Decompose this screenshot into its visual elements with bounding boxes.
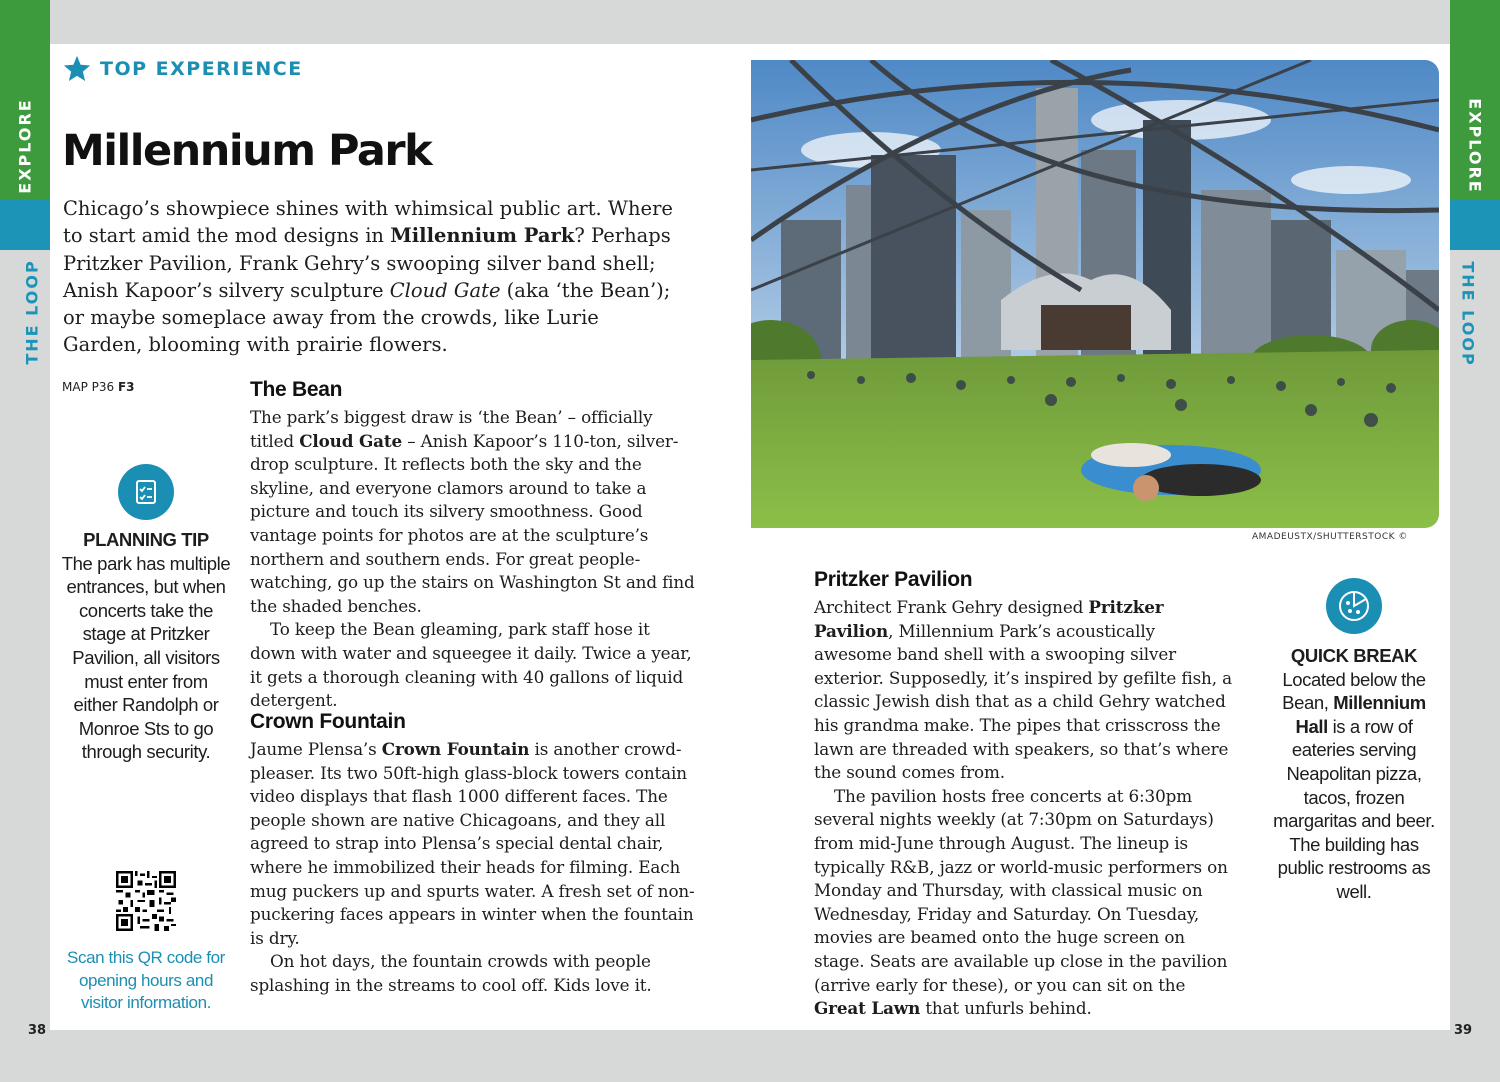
tab-explore-left[interactable] [0, 0, 50, 200]
intro-paragraph: Chicago’s showpiece shines with whimsical public art. Where to start amid the mod designs in Millennium Park? Perhaps Pritzker Pavilion, Frank Gehry’s swooping silver band shell; Anish Kapoor’s silvery sculpture Cloud Gate (aka ‘the Bean’); or maybe someplace away from the crowds, like Lurie Garden, blooming with prairie flowers. [63, 197, 673, 357]
checklist-icon [118, 464, 174, 520]
planning-tip-title: PLANNING TIP [83, 529, 209, 550]
section-pritzker-pavilion [814, 568, 1234, 1021]
qr-caption: Scan this QR code for opening hours and visitor information. [67, 948, 225, 1012]
star-icon [62, 54, 92, 84]
section-heading-pritzker-pavilion: Pritzker Pavilion [814, 568, 973, 591]
section-heading-crown-fountain: Crown Fountain [250, 710, 406, 733]
tab-explore-label-right: EXPLORE [1465, 98, 1485, 194]
fountain-paragraph-2: On hot days, the fountain crowds with people splashing in the streams to cool off. Kids love it. [250, 951, 652, 995]
tab-explore-label: EXPLORE [15, 98, 35, 194]
page-title: Millennium Park [62, 126, 432, 176]
quick-break-tip: QUICK BREAK Located below the Bean, Millennium Hall is a row of eateries serving Neapolitan pizza, tacos, frozen margaritas and beer. The building has public restrooms as well. [1269, 644, 1439, 904]
top-experience-text: TOP EXPERIENCE [100, 58, 303, 80]
qr-code-icon[interactable] [116, 871, 176, 931]
tab-loop-right-band [1450, 200, 1500, 250]
planning-tip [61, 528, 231, 764]
tab-loop-label-right[interactable]: THE LOOP [1458, 261, 1478, 367]
section-heading-the-bean: The Bean [250, 378, 343, 401]
pritzker-paragraph-1: Architect Frank Gehry designed Pritzker Pavilion, Millennium Park’s acoustically awesome band shell with a swooping silver exterior. Supposedly, it’s inspired by gefilte fish, a classic Jewish dish that as a child Gehry watched his grandma make. The pipes that crisscross the lawn are threaded with speakers, so that’s where the sound comes from. [814, 597, 1232, 783]
top-experience-label [62, 54, 303, 84]
page-number-left: 38 [28, 1023, 47, 1038]
photo-credit: AMADEUSTX/SHUTTERSTOCK © [1252, 532, 1408, 542]
intro-bold-park: Millennium Park [390, 224, 575, 248]
quick-break-title: QUICK BREAK [1290, 645, 1418, 666]
bean-paragraph-1: The park’s biggest draw is ‘the Bean’ – officially titled Cloud Gate – Anish Kapoor’s 110-ton, silver-drop sculpture. It reflects both the sky and the skyline, and everyone clamors around to take a picture and touch its silvery smoothness. Good vantage points for photos are at the sculpture’s northern and southern ends. For great people-watching, go up the stairs on Washington St and find the shaded benches. [250, 407, 695, 616]
tab-explore-right[interactable] [1450, 0, 1500, 200]
section-crown-fountain [250, 710, 696, 998]
tab-loop-left-band [0, 200, 50, 250]
planning-tip-body: The park has multiple entrances, but when concerts take the stage at Pritzker Pavilion, all visitors must enter from either Randolph or Monroe Sts to go through security. [61, 552, 231, 763]
pritzker-pavilion-photo [751, 60, 1439, 528]
intro-italic-cloud-gate: Cloud Gate [389, 278, 501, 302]
map-reference[interactable]: MAP P36 F3 [62, 380, 135, 394]
section-the-bean [250, 378, 696, 713]
page-number-right: 39 [1454, 1023, 1473, 1038]
bean-paragraph-2: To keep the Bean gleaming, park staff hose it down with water and squeegee it daily. Twice a year, it gets a thorough cleaning with 40 gallons of liquid detergent. [250, 619, 692, 711]
quick-break-bold-hall: Millennium Hall [1295, 692, 1426, 737]
pritzker-paragraph-2: The pavilion hosts free concerts at 6:30pm several nights weekly (at 7:30pm on Saturdays) from mid-June through August. The lineup is typically R&B, jazz or world-music performers on Monday and Thursday, with classical music on Wednesday, Friday and Saturday. On Tuesday, movies are beamed onto the huge screen on stage. Seats are available up close in the pavilion (arrive early for these), or you can sit on the Great Lawn that unfurls behind. [814, 785, 1228, 1019]
fountain-paragraph-1: Jaume Plensa’s Crown Fountain is another crowd-pleaser. Its two 50ft-high glass-block towers contain video displays that flash 1000 different faces. The people shown are native Chicagoans, and they all agreed to strap into Plensa’s special dental chair, where he immobilized their heads for filming. Each mug puckers up and spurts water. A fresh set of non-puckering faces appears in winter when the fountain is dry. [250, 739, 695, 948]
tab-loop-label-left[interactable]: THE LOOP [22, 259, 42, 365]
pizza-icon [1326, 578, 1382, 634]
